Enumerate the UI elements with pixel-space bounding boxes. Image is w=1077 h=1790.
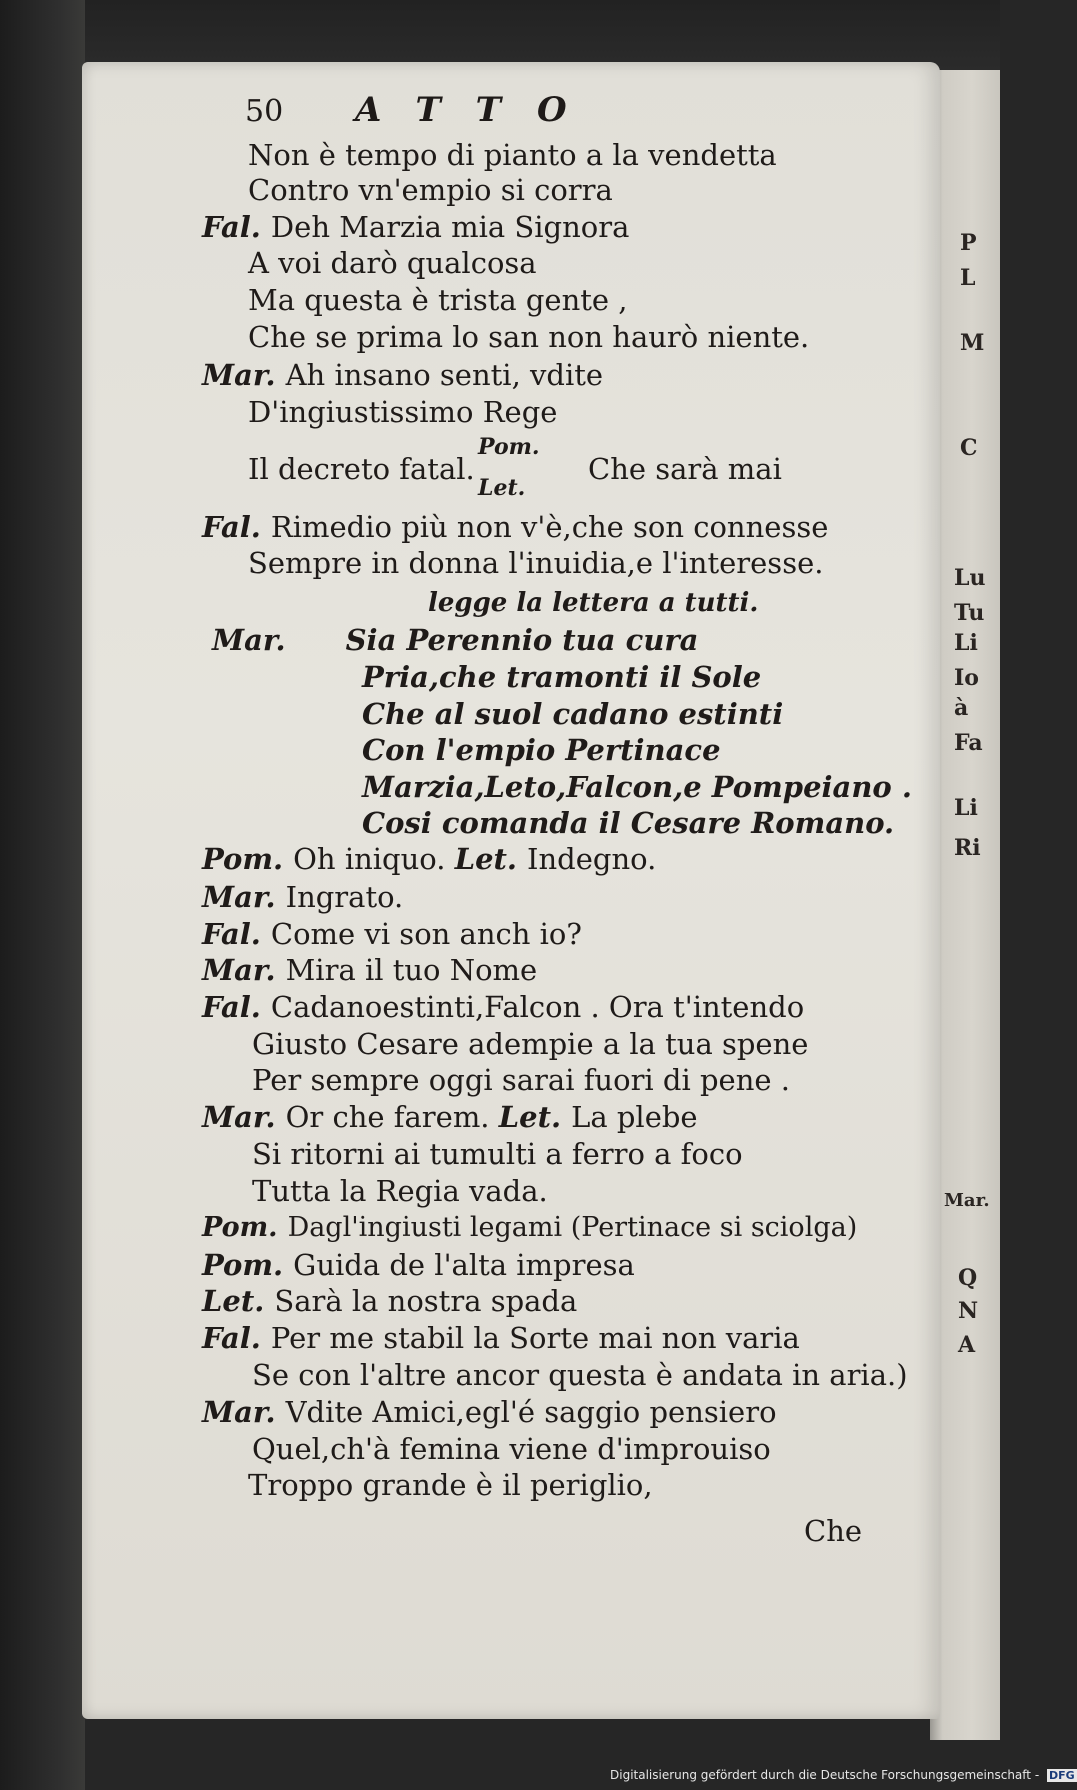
speaker: Mar.: [202, 1100, 276, 1134]
verse-line: [242, 1358, 908, 1392]
verse-line: [238, 320, 809, 354]
verse-text: Si ritorni ai tumulti a ferro a foco: [252, 1137, 743, 1171]
running-title: ATTO: [355, 90, 603, 130]
verse-text: Se con l'altre ancor questa è andata in aria.): [252, 1358, 908, 1392]
verse-text: Vdite Amici,egl'é saggio pensiero: [285, 1395, 777, 1429]
letter-text: Cosi comanda il Cesare Romano.: [362, 806, 895, 840]
edge-fragment: Lu: [954, 565, 986, 591]
edge-fragment: Li: [954, 795, 978, 821]
speaker: Pom.: [202, 1212, 278, 1243]
letter-text: Che al suol cadano estinti: [362, 697, 784, 731]
letter-line: [352, 770, 912, 804]
verse-line: [202, 358, 603, 392]
verse-text: Giusto Cesare adempie a la tua spene: [252, 1027, 809, 1061]
page-number: 50: [245, 94, 284, 129]
verse-text: Guida de l'alta impresa: [293, 1248, 635, 1282]
verse-line: [242, 1027, 808, 1061]
edge-fragment: L: [960, 265, 976, 291]
verse-text: legge la lettera a tutti.: [428, 588, 759, 618]
speaker: Pom.: [202, 1248, 284, 1282]
speaker: Let.: [454, 842, 518, 876]
edge-fragment: Li: [954, 630, 978, 656]
verse-text: Per sempre oggi sarai fuori di pene .: [252, 1063, 790, 1097]
edge-fragment: A: [958, 1332, 976, 1358]
letter-line: [352, 733, 721, 767]
speaker: Fal.: [202, 210, 261, 244]
speaker: Mar.: [212, 623, 286, 657]
verse-line: [238, 452, 475, 486]
verse-line: [242, 1432, 771, 1466]
verse-text: Oh iniquo.: [293, 842, 446, 876]
verse-text: Ah insano senti, vdite: [285, 358, 604, 392]
verse-line: [238, 395, 557, 429]
verse-text: Tutta la Regia vada.: [252, 1174, 548, 1208]
letter-text: Marzia,Leto,Falcon,e Pompeiano .: [362, 770, 912, 804]
edge-fragment: Q: [958, 1265, 978, 1291]
credit-text: Digitalisierung gefördert durch die Deutsche Forschungsgemeinschaft -: [610, 1768, 1040, 1782]
verse-text: Che: [804, 1514, 863, 1548]
verse-line: [202, 1100, 698, 1134]
stage-direction: [418, 586, 758, 620]
interjection-top: Pom.: [478, 434, 540, 460]
edge-fragment: M: [960, 330, 985, 356]
verse-text: Il decreto fatal.: [248, 452, 475, 486]
verse-text: Troppo grande è il periglio,: [248, 1468, 653, 1502]
edge-fragment: N: [958, 1298, 979, 1324]
verse-text: Deh Marzia mia Signora: [270, 210, 630, 244]
verse-line: [202, 1284, 577, 1318]
verse-text: Rimedio più non v'è,che son connesse: [270, 510, 829, 544]
speaker: Let.: [202, 1284, 265, 1318]
verse-text: Mira il tuo Nome: [285, 953, 538, 987]
digitization-credit: [610, 1768, 1077, 1782]
speaker: Fal.: [202, 917, 261, 951]
verse-line: [238, 138, 777, 172]
verse-text: Cadanoestinti,Falcon . Ora t'intendo: [270, 990, 805, 1024]
letter-text: Sia Perennio tua cura: [345, 623, 699, 657]
verse-line: [578, 452, 782, 486]
speaker: Let.: [498, 1100, 562, 1134]
letter-text: Con l'empio Pertinace: [362, 733, 721, 767]
verse-line: [202, 1211, 857, 1245]
verse-text: Quel,ch'à femina viene d'improuiso: [252, 1432, 771, 1466]
speaker: Pom.: [202, 842, 284, 876]
running-header: [245, 90, 603, 130]
verse-text: Or che farem.: [285, 1100, 490, 1134]
edge-fragment: Ri: [954, 835, 981, 861]
edge-fragment: à: [954, 695, 969, 721]
edge-fragment: C: [960, 435, 978, 461]
edge-fragment: Mar.: [944, 1190, 990, 1211]
verse-line: [202, 990, 804, 1024]
verse-line: [242, 1137, 743, 1171]
verse-line: [238, 173, 613, 207]
verse-line: [202, 1248, 635, 1282]
speaker: Mar.: [202, 953, 276, 987]
verse-line: [238, 283, 628, 317]
letter-text: Pria,che tramonti il Sole: [362, 660, 762, 694]
letter-line: [352, 660, 761, 694]
verse-text: Indegno.: [527, 842, 657, 876]
speaker: Fal.: [202, 510, 261, 544]
verse-text: Come vi son anch io?: [270, 917, 582, 951]
verse-text: D'ingiustissimo Rege: [248, 395, 558, 429]
speaker: Fal.: [202, 990, 261, 1024]
verse-text: Sempre in donna l'inuidia,e l'interesse.: [248, 546, 824, 580]
catchword: [794, 1514, 862, 1548]
verse-text: Che se prima lo san non haurò niente.: [248, 320, 810, 354]
verse-line: [238, 546, 823, 580]
interjection-bottom: Let.: [478, 475, 526, 501]
verse-line: [202, 880, 403, 914]
verse-line: [202, 842, 656, 876]
verse-line: [202, 917, 582, 951]
verse-text: Dagl'ingiusti legami (Pertinace si sciolga): [287, 1212, 858, 1243]
verse-text: Ingrato.: [285, 880, 404, 914]
speaker: Mar.: [202, 1395, 276, 1429]
letter-line: [352, 697, 783, 731]
verse-line: [242, 1063, 790, 1097]
verse-line: [202, 210, 629, 244]
binding-left: [0, 0, 85, 1790]
facing-page-edge: [930, 70, 1000, 1740]
speaker: Mar.: [202, 358, 276, 392]
verse-text: Ma questa è trista gente ,: [248, 283, 628, 317]
verse-text: Contro vn'empio si corra: [248, 173, 613, 207]
edge-fragment: Fa: [954, 730, 983, 756]
edge-fragment: Tu: [954, 600, 985, 626]
verse-line: [238, 1468, 653, 1502]
verse-text: Per me stabil la Sorte mai non varia: [270, 1321, 800, 1355]
verse-text: Sarà la nostra spada: [274, 1284, 578, 1318]
verse-line: [202, 510, 828, 544]
edge-fragment: P: [960, 230, 977, 256]
edge-fragment: Io: [954, 665, 979, 691]
verse-text: A voi darò qualcosa: [248, 246, 537, 280]
speaker: Mar.: [202, 880, 276, 914]
verse-line: [238, 246, 537, 280]
dfg-logo: DFG: [1048, 1769, 1075, 1782]
verse-line: [202, 1321, 800, 1355]
verse-line: [242, 1174, 548, 1208]
verse-line: [202, 953, 537, 987]
verse-text: Che sarà mai: [588, 452, 782, 486]
letter-line: [352, 806, 894, 840]
binding-top: [0, 0, 1000, 70]
verse-line: [212, 623, 698, 657]
speaker: Fal.: [202, 1321, 261, 1355]
verse-text: La plebe: [571, 1100, 698, 1134]
verse-line: [202, 1395, 777, 1429]
verse-text: Non è tempo di pianto a la vendetta: [248, 138, 777, 172]
